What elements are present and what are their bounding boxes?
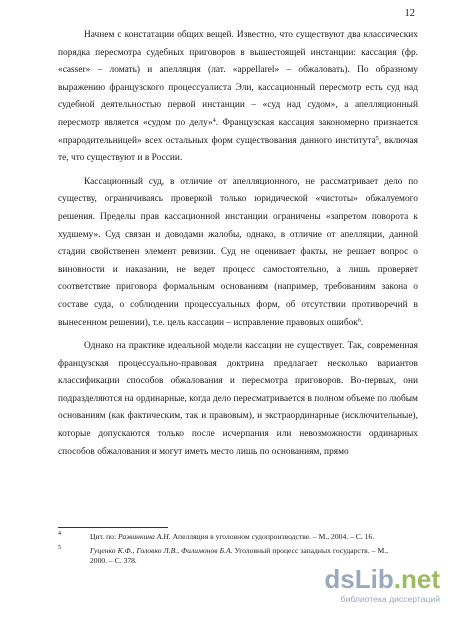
paragraph-text: . Французская кассация закономерно признается «прародительницей» всех остальных форм существования данного института xyxy=(58,117,419,146)
paragraph-3 xyxy=(58,338,418,461)
paragraph-1 xyxy=(58,27,418,168)
footnote-divider xyxy=(58,527,168,528)
paragraph-text: . xyxy=(360,317,364,328)
watermark-logo-main: dsLib xyxy=(324,564,394,594)
footnote-author: Гуценко К.Ф., Головко Л.В., Филимонов Б.А. xyxy=(90,545,233,555)
paragraph-text: , включая те, что существуют и в России. xyxy=(58,135,418,164)
watermark-logo xyxy=(320,565,440,609)
watermark-subtitle: библиотека диссертаций xyxy=(340,594,440,604)
footnote-number: 4 xyxy=(58,531,61,537)
watermark-logo-text xyxy=(324,565,440,593)
footnote-ref: 6 xyxy=(357,317,361,324)
paragraph-text: Кассационный суд, в отличие от апелляционного, не рассматривает дело по существу, ограничиваясь проверкой только юридической «чистоты» обжалуемого решения. Пределы прав кассационной инстанции ограничены «запретом поворота к худшему». Суд связан и доводами жалобы, однако, в отличие от апелляции, данной стадии свойственен элемент ревизии. Суд не оценивает факты, не решает вопрос о виновности и наказании, не ведет процесс самостоятельно, а лишь проверяет соответствие приговора формальным основаниям (например, требованиям закона о составе суда, о соблюдении процессуальных форм, об отсутствии противоречий в вынесенном решении), т.е. цель кассации – исправление правовых ошибок xyxy=(58,176,418,328)
footnote-item xyxy=(58,532,388,543)
body-text xyxy=(58,27,418,467)
footnote-text: Уголовный процесс западных государств. – М., 2000. – С. 378. xyxy=(90,545,388,565)
page-number: 12 xyxy=(404,8,415,19)
watermark-logo-accent: .net xyxy=(393,564,440,594)
footnote-text: Апелляция в уголовном судопроизводстве. – М., 2004. – С. 16. xyxy=(170,532,375,541)
footnote-ref: 4 xyxy=(212,117,216,124)
footnote-author: Развинкина А.Н. xyxy=(117,532,171,541)
footnote-ref: 5 xyxy=(375,135,379,142)
footnote-number: 5 xyxy=(58,544,61,551)
paragraph-text: Начнем с констатации общих вещей. Известно, что существуют два классических порядка пересмотра судебных приговоров в вышестоящей инстанции: кассация (фр. «casser» – ломать) и апелляция (лат. «appellarel» – обжаловать). По образному выражению французского процессуалиста Эли, кассационный пересмотр есть суд над судебной деятельностью первой инстанции – «суд над судом», а апелляционный пересмотр является «судом по делу» xyxy=(58,30,418,128)
paragraph-text: Однако на практике идеальной модели кассации не существует. Так, современная французская процессуально-правовая доктрина предлагает несколько вариантов классификации способов обжалования и пересмотра приговоров. Во-первых, они подразделяются на ординарные, когда дело пересматривается в полном объеме по любым основаниям (как фактическим, так и правовым), и экстраординарные (исключительные), которые допускаются только после исчерпания или невозможности ординарных способов обжалования и могут иметь место лишь по основаниям, прямо xyxy=(58,341,418,457)
paragraph-2 xyxy=(58,174,418,332)
footnote-prefix: Цит. по: xyxy=(90,532,118,541)
